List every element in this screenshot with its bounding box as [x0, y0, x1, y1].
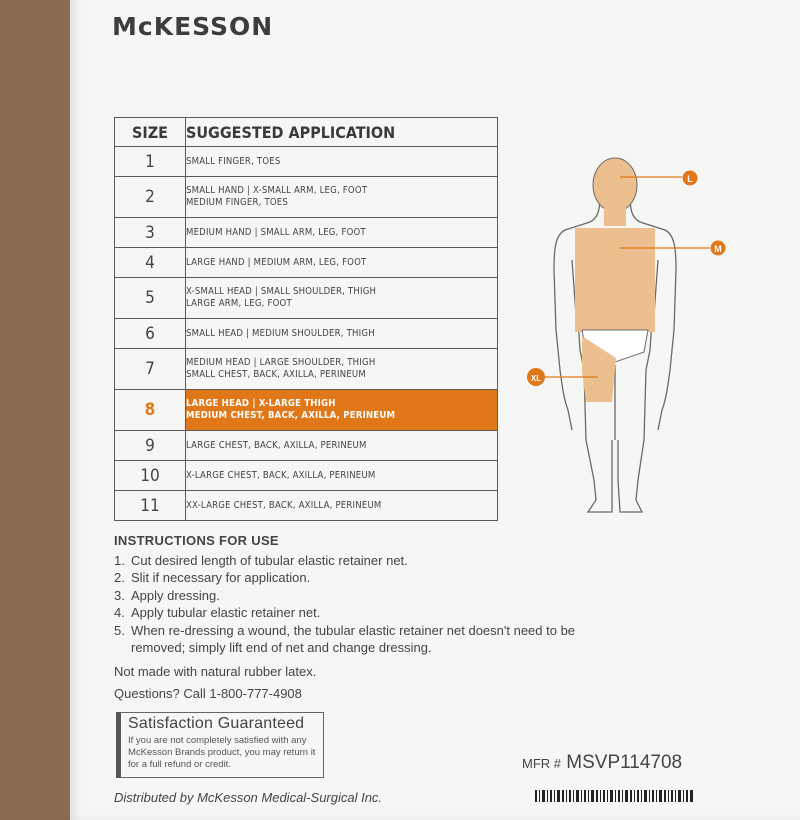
- size-application: [186, 248, 498, 278]
- size-application: [186, 177, 498, 218]
- size-application: [186, 461, 498, 491]
- size-column-header: SIZE: [115, 118, 186, 147]
- step-text: Apply dressing.: [131, 587, 220, 603]
- size-application: [186, 390, 498, 431]
- size-row: [115, 491, 498, 521]
- size-row: [115, 248, 498, 278]
- size-number: 7: [115, 349, 186, 390]
- instructions-list: [114, 552, 594, 657]
- step-number: 3.: [114, 587, 125, 603]
- size-row: [115, 349, 498, 390]
- size-number: 1: [115, 147, 186, 177]
- step-text: Cut desired length of tubular elastic retainer net.: [131, 552, 408, 568]
- size-row: [115, 177, 498, 218]
- chest-region: [575, 228, 655, 332]
- size-row: [115, 390, 498, 431]
- size-application: [186, 431, 498, 461]
- distributor-line: Distributed by McKesson Medical-Surgical Inc.: [114, 790, 383, 805]
- application-line: SMALL FINGER, TOES: [186, 155, 281, 167]
- size-chart-table: [114, 117, 498, 521]
- application-column-header: SUGGESTED APPLICATION: [186, 118, 498, 147]
- table-header-row: [115, 118, 498, 147]
- head-region: [593, 158, 637, 212]
- application-line: X-SMALL HEAD | SMALL SHOULDER, THIGH: [186, 286, 377, 297]
- size-application: [186, 349, 498, 390]
- application-line: MEDIUM FINGER, TOES: [186, 197, 289, 208]
- instructions-section: [114, 532, 594, 657]
- step-number: 4.: [114, 605, 125, 620]
- mfr-number: [522, 752, 682, 774]
- application-line: LARGE HEAD | X-LARGE THIGH: [186, 398, 336, 409]
- questions-phone: Questions? Call 1-800-777-4908: [114, 686, 302, 701]
- size-application: [186, 147, 498, 177]
- size-application: [186, 218, 498, 248]
- size-number: 11: [115, 491, 186, 521]
- neck-region: [604, 208, 626, 226]
- size-xl-label: XL: [530, 374, 542, 383]
- size-application: [186, 491, 498, 521]
- instruction-step: [114, 622, 594, 657]
- size-number: 8: [115, 390, 186, 431]
- size-application: [186, 278, 498, 319]
- brand-logo: McKESSON: [112, 12, 274, 41]
- instruction-step: [114, 552, 594, 570]
- satisfaction-guarantee-box: [116, 712, 324, 778]
- mfr-value: MSVP114708: [566, 752, 683, 773]
- size-number: 5: [115, 278, 186, 319]
- size-application: [186, 319, 498, 349]
- size-number: 2: [115, 177, 186, 218]
- instructions-title: INSTRUCTIONS FOR USE: [114, 533, 279, 548]
- guarantee-body: If you are not completely satisfied with any McKesson Brands product, you may return it for a full refund or credit.: [128, 735, 316, 770]
- application-line: SMALL HEAD | MEDIUM SHOULDER, THIGH: [186, 327, 375, 339]
- step-number: 5.: [114, 622, 125, 638]
- application-line: XX-LARGE CHEST, BACK, AXILLA, PERINEUM: [186, 499, 382, 511]
- application-line: LARGE ARM, LEG, FOOT: [186, 298, 292, 309]
- latex-note: Not made with natural rubber latex.: [114, 664, 317, 679]
- application-line: MEDIUM HEAD | LARGE SHOULDER, THIGH: [186, 357, 376, 368]
- size-l-label: L: [687, 174, 693, 184]
- mfr-label: MFR #: [522, 756, 561, 771]
- instruction-step: [114, 569, 594, 587]
- application-line: MEDIUM CHEST, BACK, AXILLA, PERINEUM: [186, 410, 396, 421]
- step-text: Slit if necessary for application.: [131, 570, 311, 585]
- size-row: [115, 319, 498, 349]
- application-line: SMALL HAND | X-SMALL ARM, LEG, FOOT: [186, 185, 368, 196]
- size-row: [115, 278, 498, 319]
- barcode: [535, 790, 695, 802]
- size-number: 9: [115, 431, 186, 461]
- instruction-step: [114, 604, 594, 622]
- application-line: SMALL CHEST, BACK, AXILLA, PERINEUM: [186, 369, 366, 380]
- size-number: 6: [115, 319, 186, 349]
- size-number: 10: [115, 461, 186, 491]
- guarantee-title: Satisfaction Guaranteed: [128, 715, 305, 732]
- step-text: Apply tubular elastic retainer net.: [131, 605, 321, 620]
- size-number: 3: [115, 218, 186, 248]
- size-m-label: M: [714, 244, 722, 254]
- application-line: X-LARGE CHEST, BACK, AXILLA, PERINEUM: [186, 469, 376, 481]
- size-row: [115, 147, 498, 177]
- size-row: [115, 431, 498, 461]
- size-row: [115, 461, 498, 491]
- body-silhouette-figure: [520, 140, 740, 520]
- step-number: 1.: [114, 552, 125, 568]
- size-number: 4: [115, 248, 186, 278]
- instruction-step: [114, 587, 594, 605]
- size-chart-body: [115, 147, 498, 521]
- size-row: [115, 218, 498, 248]
- step-number: 2.: [114, 570, 125, 585]
- application-line: LARGE HAND | MEDIUM ARM, LEG, FOOT: [186, 256, 367, 268]
- application-line: LARGE CHEST, BACK, AXILLA, PERINEUM: [186, 439, 367, 451]
- step-text: When re-dressing a wound, the tubular elastic retainer net doesn't need to be removed; simply lift end of net and change dressing.: [131, 622, 576, 655]
- application-line: MEDIUM HAND | SMALL ARM, LEG, FOOT: [186, 226, 366, 238]
